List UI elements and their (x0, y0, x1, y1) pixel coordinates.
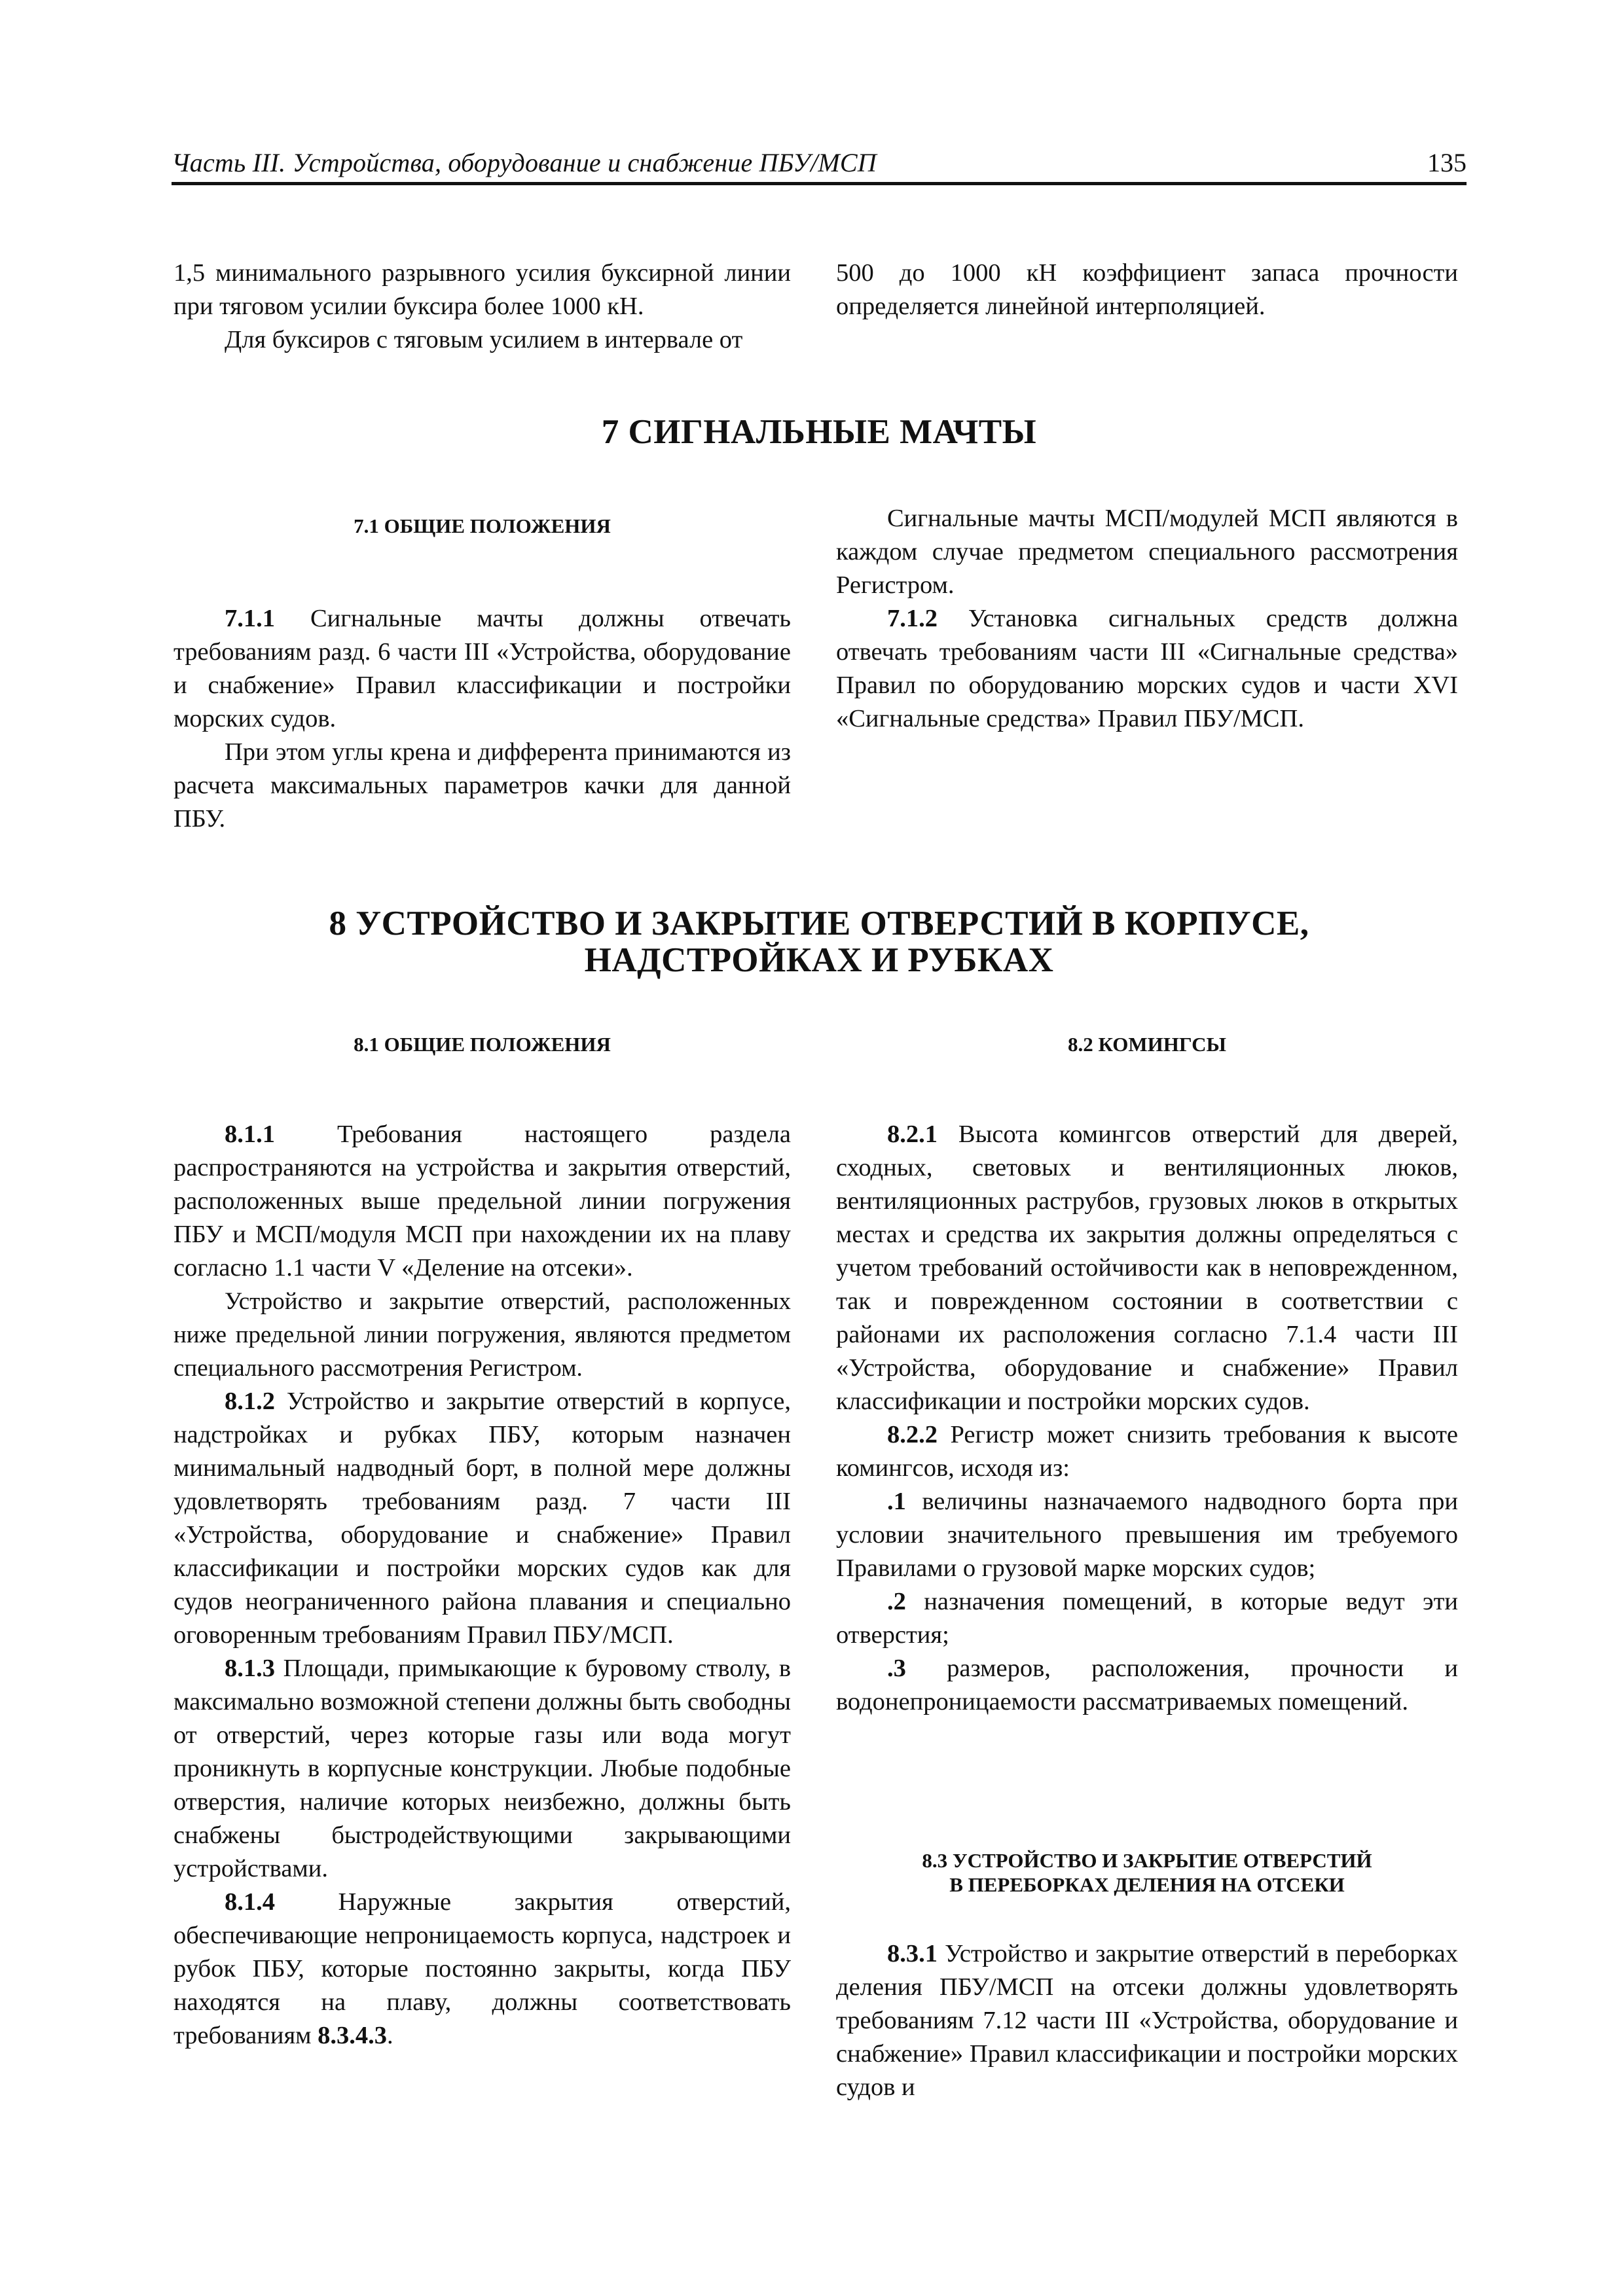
clause-number: 7.1.1 (225, 605, 275, 632)
subsection-8-3-heading (836, 1848, 1458, 1897)
subsection-7-1-heading: 7.1 ОБЩИЕ ПОЛОЖЕНИЯ (354, 514, 611, 537)
paragraph: При этом углы крена и дифферента принимаются из расчета максимальных параметров качки для данной ПБУ. (173, 738, 791, 833)
section-7-left-column (173, 602, 791, 836)
paragraph-8-2-1: 8.2.1 Высота комингсов отверстий для дверей, сходных, световых и вентиляционных люков, вентиляционных раструбов, грузовых люков в открытых местах и средства их закрытия должны определяться с учетом требований остойчивости как в неповрежденном, так и поврежденном состоянии в соответствии с районами их расположения согласно 7.1.4 части III «Устройства, оборудование и снабжение» Правил классификации и постройки морских судов. (836, 1121, 1459, 1415)
paragraph-8-2-2: 8.2.2 Регистр может снизить требования к высоте комингсов, исходя из: (836, 1421, 1458, 1482)
paragraph-8-3-1: 8.3.1 Устройство и закрытие отверстий в переборках деления ПБУ/МСП на отсеки должны удовлетворять требованиям 7.12 части III «Устройства, оборудование и снабжение» Правил классификации и постройки морских судов и (836, 1940, 1458, 2101)
clause-number: 8.1.4 (225, 1888, 275, 1916)
section-7-title: 7 СИГНАЛЬНЫЕ МАЧТЫ (601, 413, 1037, 451)
subsection-8-2-heading: 8.2 КОМИНГСЫ (1068, 1033, 1226, 1056)
top-left-text (173, 257, 791, 357)
paragraph-7-1-1: 7.1.1 Сигнальные мачты должны отвечать требованиям разд. 6 части III «Устройства, оборудование и снабжение» Правил классификации и постройки морских судов. (173, 605, 791, 732)
subsection-8-3-heading-line: В ПЕРЕБОРКАХ ДЕЛЕНИЯ НА ОТСЕКИ (949, 1873, 1345, 1896)
clause-number: 8.1.3 (225, 1655, 275, 1682)
paragraph: 500 до 1000 кН коэффициент запаса прочности определяется линейной интерполяцией. (836, 259, 1458, 320)
subsection-8-3-heading-line: 8.3 УСТРОЙСТВО И ЗАКРЫТИЕ ОТВЕРСТИЙ (922, 1849, 1372, 1872)
list-item: .3 размеров, расположения, прочности и водонепроницаемости рассматриваемых помещений. (836, 1655, 1459, 1715)
clause-number: 8.1.1 (225, 1121, 275, 1148)
cross-reference: 8.3.4.3 (318, 2022, 388, 2049)
list-item: .2 назначения помещений, в которые ведут эти отверстия; (836, 1588, 1458, 1649)
running-head-title: Часть III. Устройства, оборудование и снабжение ПБУ/МСП (172, 148, 877, 177)
clause-number: 7.1.2 (887, 605, 938, 632)
page-number: 135 (1427, 148, 1467, 177)
paragraph: 1,5 минимального разрывного усилия буксирной линии при тяговом усилии буксира более 1000 кН. (173, 259, 791, 320)
paragraph-7-1-2: 7.1.2 Установка сигнальных средств должна отвечать требованиям части III «Сигнальные средства» Правил по оборудованию морских судов и части XVI «Сигнальные средства» Правил ПБУ/МСП. (836, 605, 1458, 732)
running-head (172, 145, 1467, 185)
paragraph: Сигнальные мачты МСП/модулей МСП являются в каждом случае предметом специального рассмотрения Регистром. (836, 505, 1458, 599)
item-number: .2 (887, 1588, 906, 1615)
paragraph-8-1-1: 8.1.1 Требования настоящего раздела распространяются на устройства и закрытия отверстий, расположенных выше предельной линии погружения ПБУ и МСП/модуля МСП при нахождении их на плаву согласно 1.1 части V «Деление на отсеки». (173, 1121, 791, 1282)
paragraph-8-1-4: 8.1.4 Наружные закрытия отверстий, обеспечивающие непроницаемость корпуса, надстроек и рубок ПБУ, которые постоянно закрыты, когда ПБУ находятся на плаву, должны соответствовать требованиям 8.3.4.3. (173, 1888, 791, 2049)
subsection-8-1-heading: 8.1 ОБЩИЕ ПОЛОЖЕНИЯ (354, 1033, 611, 1056)
clause-number: 8.2.2 (887, 1421, 938, 1448)
paragraph-8-1-2: 8.1.2 Устройство и закрытие отверстий в корпусе, надстройках и рубках ПБУ, которым назначен минимальный надводный борт, в полной мере должны удовлетворять требованиям разд. 7 части III «Устройства, оборудование и снабжение» Правил классификации и постройки морских судов как для судов неограниченного района плавания и специально оговоренным требованиям Правил ПБУ/МСП. (173, 1388, 792, 1649)
section-8-title-line: 8 УСТРОЙСТВО И ЗАКРЫТИЕ ОТВЕРСТИЙ В КОРПУСЕ, (329, 905, 1309, 942)
section-8-3-column (836, 1937, 1458, 2104)
section-8-title (172, 905, 1467, 978)
section-8-title-line: НАДСТРОЙКАХ И РУБКАХ (584, 941, 1054, 979)
clause-number: 8.1.2 (225, 1388, 275, 1415)
clause-number: 8.2.1 (887, 1121, 938, 1148)
item-number: .3 (887, 1655, 906, 1682)
item-number: .1 (887, 1488, 906, 1515)
section-8-left-column (173, 1118, 791, 2053)
section-8-right-column (836, 1118, 1458, 1719)
section-7-right-column (836, 502, 1458, 736)
list-item: .1 величины назначаемого надводного борта при условии значительного превышения им требуемого Правилами о грузовой марке морских судов; (836, 1488, 1458, 1582)
paragraph-8-1-3: 8.1.3 Площади, примыкающие к буровому стволу, в максимально возможной степени должны быть свободны от отверстий, через которые газы или вода могут проникнуть в корпусные конструкции. Любые подобные отверстия, наличие которых неизбежно, должны быть снабжены быстродействующими закрывающими устройствами. (173, 1655, 792, 1882)
clause-number: 8.3.1 (887, 1940, 938, 1967)
paragraph: Для буксиров с тяговым усилием в интервале от (225, 326, 743, 353)
top-right-text (836, 257, 1458, 323)
paragraph: Устройство и закрытие отверстий, расположенных ниже предельной линии погружения, являются предметом специального рассмотрения Регистром. (173, 1288, 791, 1382)
